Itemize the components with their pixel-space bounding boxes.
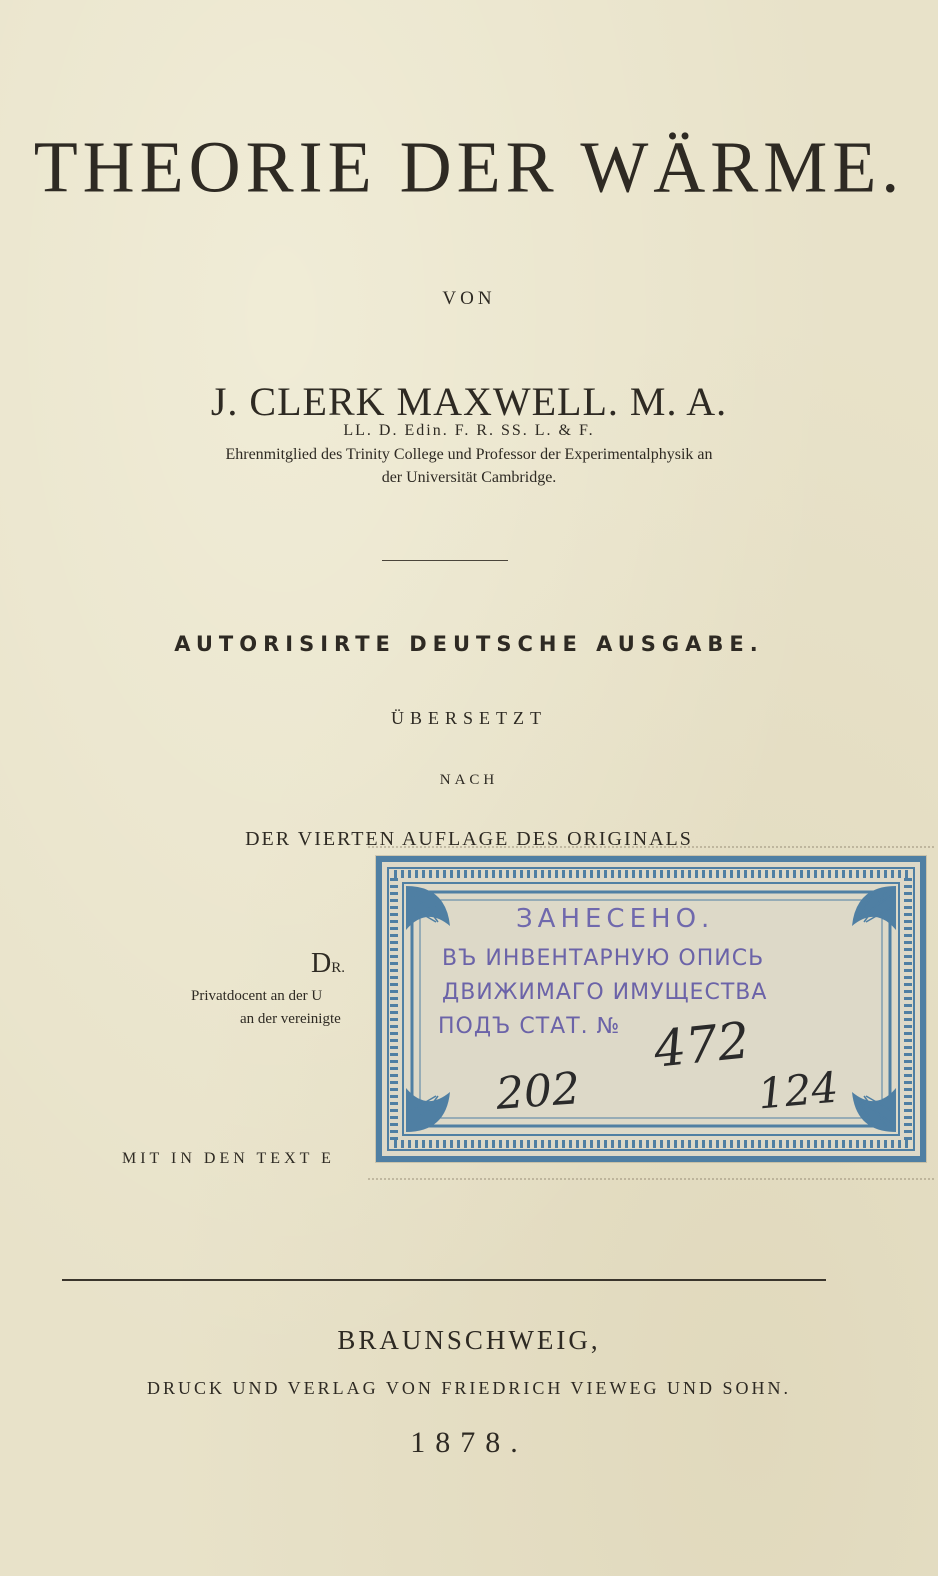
stamp-heading: ЗАНЕСЕНО.	[516, 904, 715, 934]
translator-prefix-small: R.	[331, 960, 345, 976]
stamp-line3: ПОДЪ СТАТ. №	[438, 1014, 621, 1039]
imprint-city: BRAUNSCHWEIG,	[337, 1325, 601, 1355]
after-label: NACH	[439, 772, 499, 788]
long-divider	[62, 1279, 826, 1281]
author-description-line1: Ehrenmitglied des Trinity College und Professor der Experimentalphysik an	[225, 446, 713, 463]
book-title: THEORIE DER WÄRME.	[33, 126, 905, 208]
imprint-year: 1878.	[410, 1426, 528, 1459]
edition-source: DER VIERTEN AUFLAGE DES ORIGINALS	[245, 828, 693, 850]
author-degrees: LL. D. Edin. F. R. SS. L. & F.	[343, 422, 595, 439]
handwritten-left-number: 202	[494, 1063, 582, 1120]
by-label: VON	[442, 288, 496, 309]
short-divider	[382, 560, 508, 561]
stamp-line1: ВЪ ИНВЕНТАРНУЮ ОПИСЬ	[442, 946, 765, 971]
stamp-line2: ДВИЖИМАГО ИМУЩЕСТВА	[442, 980, 768, 1005]
translator-line1: Privatdocent an der U	[191, 988, 323, 1004]
imprint-publisher: DRUCK UND VERLAG VON FRIEDRICH VIEWEG UND SOHN.	[146, 1378, 791, 1398]
handwritten-right-number: 124	[756, 1062, 841, 1119]
translator-prefix: DR.	[311, 948, 345, 979]
author-description-line2: der Universität Cambridge.	[381, 469, 557, 486]
inventory-stamp-label	[376, 856, 926, 1162]
translator-line2: an der vereinigte	[240, 1011, 341, 1027]
figures-note: MIT IN DEN TEXT E	[122, 1150, 335, 1167]
ornamental-frame-icon	[376, 856, 926, 1162]
edition-label: AUTORISIRTE DEUTSCHE AUSGABE.	[174, 632, 764, 656]
translated-label: ÜBERSETZT	[391, 708, 547, 728]
author-name: J. CLERK MAXWELL. M. A.	[210, 379, 728, 424]
handwritten-article-number: 472	[651, 1011, 753, 1079]
